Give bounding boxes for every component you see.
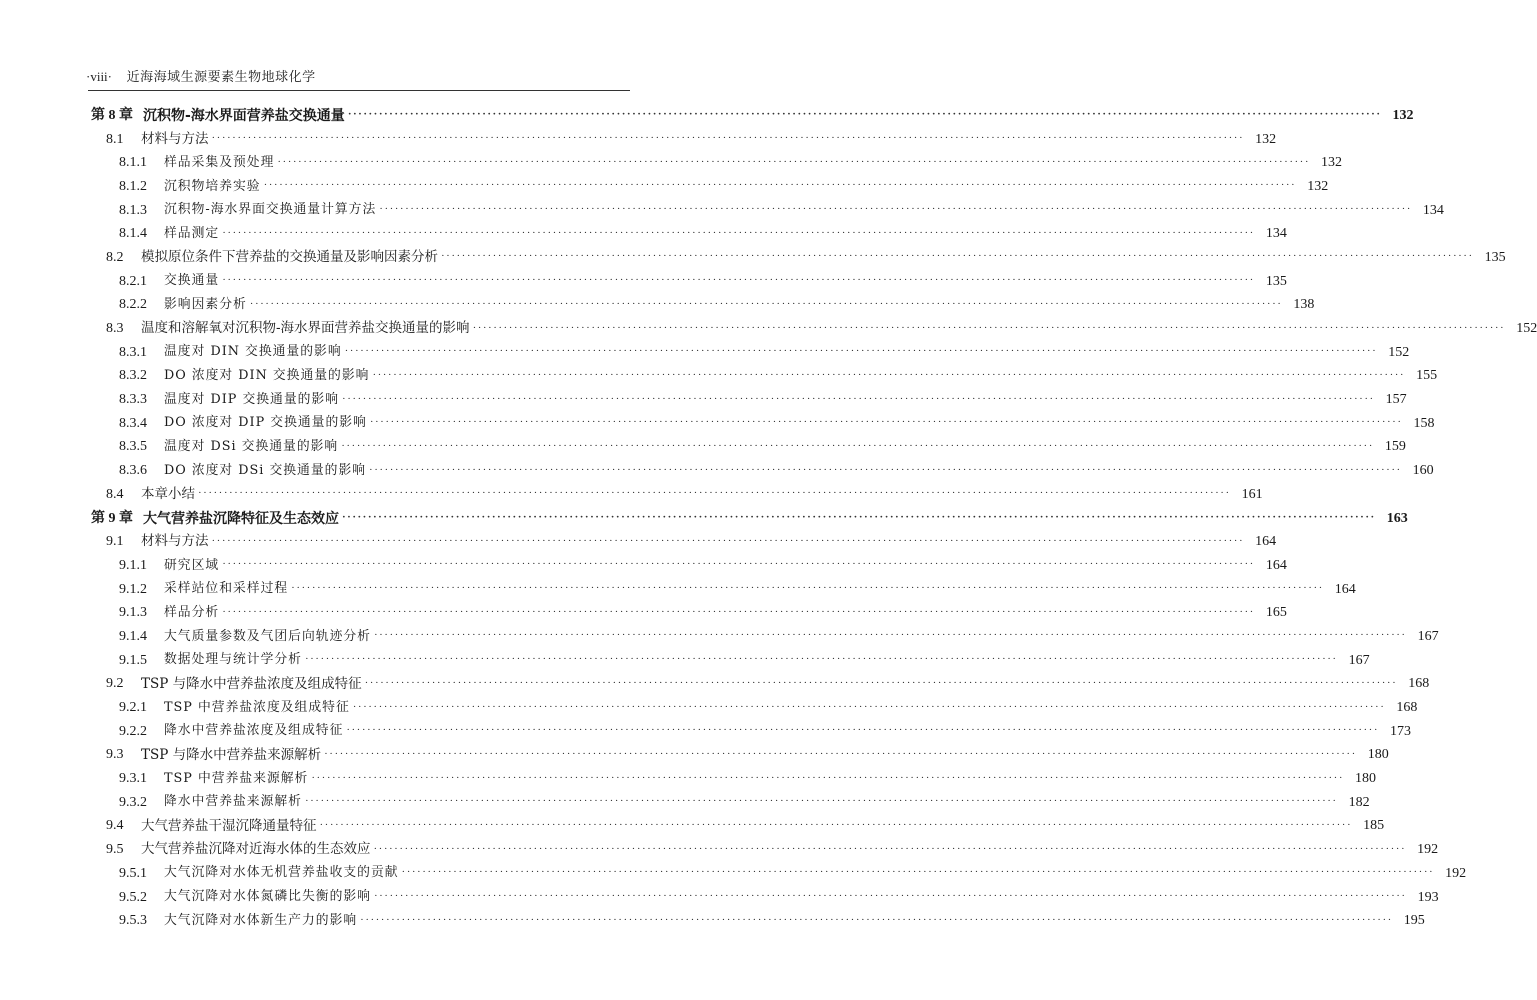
toc-entry-number: 8.3.2 [119, 368, 147, 384]
toc-entry-number: 9.3.2 [119, 794, 147, 810]
toc-entry-title: 大气营养盐干湿沉降通量特征 [141, 817, 317, 834]
dot-leader: ········································································································································································································ [347, 108, 1382, 121]
toc-subsection-entry[interactable] [0, 625, 1439, 649]
dot-leader: ········································································································································································································ [222, 558, 1255, 571]
toc-entry-title: 温度对 DIN 交换通量的影响 [164, 344, 342, 360]
toc-entry-title: 数据处理与统计学分析 [164, 652, 302, 668]
toc-entry-title: 本章小结 [141, 486, 195, 503]
toc-entry-title: 模拟原位条件下营养盐的交换通量及影响因素分析 [141, 249, 438, 266]
toc-page-number: 160 [1412, 463, 1434, 479]
toc-subsection-entry[interactable] [0, 720, 1411, 744]
book-title: 近海海域生源要素生物地球化学 [126, 70, 316, 85]
toc-subsection-entry[interactable] [0, 767, 1376, 791]
toc-entry-title: 样品采集及预处理 [164, 154, 275, 170]
running-head [86, 66, 316, 85]
dot-leader: ········································································································································································································ [304, 653, 1338, 666]
toc-entry-number: 9.2 [106, 676, 124, 692]
toc-entry-title: 温度对 DSi 交换通量的影响 [164, 439, 339, 455]
toc-entry-number: 8.3.5 [119, 439, 147, 455]
toc-section-entry[interactable] [0, 815, 1385, 839]
toc-entry-number: 9.2.2 [119, 723, 147, 739]
toc-entry-number: 9.3.1 [119, 771, 147, 787]
toc-entry-number: 8.1.2 [119, 178, 147, 194]
dot-leader: ········································································································································································································ [373, 629, 1407, 642]
dot-leader: ········································································································································································································ [304, 795, 1338, 808]
toc-entry-title: 样品分析 [164, 604, 220, 620]
toc-entry-title: DO 浓度对 DIP 交换通量的影响 [164, 415, 367, 431]
toc-page-number: 135 [1265, 273, 1287, 289]
toc-page-number: 180 [1367, 747, 1389, 763]
toc-subsection-entry[interactable] [0, 175, 1329, 199]
toc-entry-title: 温度对 DIP 交换通量的影响 [164, 391, 340, 407]
toc-subsection-entry[interactable] [0, 601, 1287, 625]
toc-chapter-entry[interactable] [0, 507, 1408, 531]
toc-page-number: 152 [1516, 321, 1537, 337]
toc-entry-title: 大气沉降对水体新生产力的影响 [164, 912, 358, 928]
toc-page-number: 173 [1389, 723, 1411, 739]
toc-entry-number: 第 9 章 [91, 510, 133, 526]
toc-entry-title: 交换通量 [164, 273, 220, 289]
dot-leader: ········································································································································································································ [364, 676, 1398, 689]
toc-entry-title: TSP 中营养盐浓度及组成特征 [164, 699, 350, 715]
toc-subsection-entry[interactable] [0, 270, 1287, 294]
toc-subsection-entry[interactable] [0, 365, 1438, 389]
toc-subsection-entry[interactable] [0, 886, 1439, 910]
toc-entry-title: 研究区域 [164, 557, 220, 573]
toc-entry-title: 沉积物-海水界面营养盐交换通量 [143, 107, 345, 124]
dot-leader: ········································································································································································································ [277, 155, 1310, 168]
toc-entry-number: 9.1 [106, 534, 124, 550]
toc-section-entry[interactable] [0, 744, 1389, 768]
toc-entry-number: 8.3.1 [119, 344, 147, 360]
toc-subsection-entry[interactable] [0, 909, 1425, 933]
toc-subsection-entry[interactable] [0, 696, 1418, 720]
toc-entry-title: 材料与方法 [141, 533, 209, 550]
toc-entry-title: 大气质量参数及气团后向轨迹分析 [164, 628, 371, 644]
toc-page-number: 168 [1396, 700, 1418, 716]
dot-leader: ········································································································································································································ [472, 321, 1506, 334]
toc-page-number: 134 [1422, 202, 1444, 218]
toc-entry-number: 8.1 [106, 131, 124, 147]
toc-section-entry[interactable] [0, 128, 1277, 152]
dot-leader: ········································································································································································································ [342, 511, 1376, 524]
toc-entry-number: 9.1.1 [119, 557, 147, 573]
toc-page-number: 132 [1255, 131, 1277, 147]
dot-leader: ········································································································································································································ [341, 439, 1374, 452]
toc-entry-number: 8.4 [106, 486, 124, 502]
header-rule [88, 90, 630, 91]
dot-leader: ········································································································································································································ [311, 771, 1344, 784]
toc-page-number: 132 [1321, 155, 1342, 171]
toc-page-number: 167 [1348, 652, 1370, 668]
dot-leader: ········································································································································································································ [211, 534, 1245, 547]
toc-page-number: 152 [1388, 344, 1410, 360]
toc-entry-number: 8.3.4 [119, 415, 147, 431]
dot-leader: ········································································································································································································ [249, 297, 1283, 310]
dot-leader: ········································································································································································································ [291, 582, 1324, 595]
dot-leader: ········································································································································································································ [324, 747, 1357, 760]
toc-entry-number: 8.3.3 [119, 392, 147, 408]
dot-leader: ········································································································································································································ [373, 842, 1407, 855]
toc-entry-number: 9.1.5 [119, 652, 147, 668]
toc-entry-number: 8.3.6 [119, 463, 147, 479]
dot-leader: ········································································································································································································ [401, 866, 1435, 879]
page-folio: ·viii· [86, 69, 112, 84]
dot-leader: ········································································································································································································ [352, 700, 1386, 713]
toc-entry-title: DO 浓度对 DIN 交换通量的影响 [164, 368, 370, 383]
dot-leader: ········································································································································································································ [222, 274, 1255, 287]
toc-entry-number: 9.5.1 [119, 865, 147, 881]
toc-subsection-entry[interactable] [0, 151, 1342, 175]
toc-subsection-entry[interactable] [0, 459, 1434, 483]
toc-subsection-entry[interactable] [0, 388, 1407, 412]
dot-leader: ········································································································································································································ [441, 250, 1474, 263]
dot-leader: ········································································································································································································ [372, 368, 1406, 381]
toc-page-number: 161 [1241, 486, 1263, 502]
dot-leader: ········································································································································································································ [342, 392, 1375, 405]
toc-page-number: 180 [1354, 771, 1376, 787]
toc-entry-title: TSP 与降水中营养盐来源解析 [141, 746, 322, 763]
toc-subsection-entry[interactable] [0, 791, 1370, 815]
toc-entry-number: 8.1.1 [119, 155, 147, 171]
toc-page-number: 134 [1265, 226, 1287, 242]
toc-entry-number: 9.5.2 [119, 889, 147, 905]
toc-page-number: 165 [1265, 605, 1287, 621]
toc-subsection-entry[interactable] [0, 412, 1435, 436]
dot-leader: ········································································································································································································ [344, 345, 1378, 358]
toc-page-number: 164 [1334, 581, 1356, 597]
toc-subsection-entry[interactable] [0, 341, 1410, 365]
toc-page-number: 168 [1408, 676, 1430, 692]
toc-page-number: 195 [1403, 913, 1425, 929]
toc-page-number: 155 [1416, 368, 1438, 384]
toc-chapter-entry[interactable] [0, 104, 1414, 128]
toc-subsection-entry[interactable] [0, 578, 1356, 602]
toc-entry-title: 影响因素分析 [164, 296, 247, 312]
toc-page-number: 192 [1417, 842, 1439, 858]
toc-subsection-entry[interactable] [0, 436, 1406, 460]
toc-entry-number: 9.1.3 [119, 605, 147, 621]
toc-subsection-entry[interactable] [0, 199, 1444, 223]
dot-leader: ········································································································································································································ [346, 724, 1379, 737]
toc-entry-number: 8.1.3 [119, 202, 147, 218]
dot-leader: ········································································································································································································ [222, 226, 1255, 239]
toc-page-number: 182 [1348, 794, 1370, 810]
toc-page-number: 167 [1417, 628, 1439, 644]
toc-subsection-entry[interactable] [0, 862, 1467, 886]
toc-section-entry[interactable] [0, 246, 1506, 270]
toc-entry-title: 样品测定 [164, 225, 220, 241]
toc-subsection-entry[interactable] [0, 649, 1370, 673]
toc-entry-title: 降水中营养盐浓度及组成特征 [164, 723, 344, 739]
toc-entry-title: 温度和溶解氧对沉积物-海水界面营养盐交换通量的影响 [141, 320, 470, 337]
toc-page-number: 158 [1413, 415, 1435, 431]
toc-entry-number: 8.3 [106, 321, 124, 337]
toc-entry-number: 9.4 [106, 818, 124, 834]
toc-page-number: 135 [1484, 249, 1506, 265]
toc-page-number: 193 [1417, 889, 1439, 905]
toc-entry-number: 9.1.2 [119, 581, 147, 597]
toc-entry-number: 9.1.4 [119, 628, 147, 644]
toc-entry-number: 第 8 章 [91, 107, 133, 123]
toc-entry-number: 9.5 [106, 842, 124, 858]
toc-entry-number: 9.5.3 [119, 913, 147, 929]
toc-subsection-entry[interactable] [0, 294, 1315, 318]
toc-page-number: 132 [1392, 107, 1414, 123]
toc-entry-title: TSP 中营养盐来源解析 [164, 770, 309, 786]
dot-leader: ········································································································································································································ [263, 179, 1297, 192]
toc-entry-title: 沉积物-海水界面交换通量计算方法 [164, 202, 377, 218]
dot-leader: ········································································································································································································ [369, 416, 1403, 429]
toc-page-number: 132 [1307, 178, 1329, 194]
toc-entry-title: DO 浓度对 DSi 交换通量的影响 [164, 462, 367, 478]
toc-entry-title: 降水中营养盐来源解析 [164, 794, 302, 810]
dot-leader: ········································································································································································································ [319, 818, 1353, 831]
toc-entry-title: 大气沉降对水体氮磷比失衡的影响 [164, 889, 371, 905]
toc-section-entry[interactable] [0, 483, 1263, 507]
toc-page-number: 164 [1265, 557, 1287, 573]
toc-page-number: 163 [1386, 510, 1408, 526]
toc-subsection-entry[interactable] [0, 554, 1287, 578]
toc-entry-title: 沉积物培养实验 [164, 178, 261, 194]
toc-entry-number: 9.2.1 [119, 700, 147, 716]
toc-entry-title: 大气营养盐沉降对近海水体的生态效应 [141, 841, 371, 858]
toc-subsection-entry[interactable] [0, 222, 1287, 246]
toc-page-number: 138 [1293, 297, 1315, 313]
table-of-contents [0, 104, 1537, 933]
toc-entry-number: 9.3 [106, 747, 124, 763]
dot-leader: ········································································································································································································ [369, 463, 1402, 476]
toc-entry-number: 8.1.4 [119, 226, 147, 242]
toc-entry-title: TSP 与降水中营养盐浓度及组成特征 [141, 675, 362, 692]
toc-entry-title: 大气沉降对水体无机营养盐收支的贡献 [164, 865, 399, 881]
dot-leader: ········································································································································································································ [360, 913, 1393, 926]
dot-leader: ········································································································································································································ [222, 605, 1255, 618]
toc-entry-number: 8.2.2 [119, 297, 147, 313]
toc-entry-title: 采样站位和采样过程 [164, 581, 289, 597]
toc-section-entry[interactable] [0, 673, 1430, 697]
toc-entry-number: 8.2 [106, 249, 124, 265]
toc-page-number: 157 [1385, 392, 1407, 408]
toc-page-number: 159 [1384, 439, 1406, 455]
toc-entry-title: 材料与方法 [141, 130, 209, 147]
dot-leader: ········································································································································································································ [373, 890, 1407, 903]
dot-leader: ········································································································································································································ [211, 132, 1245, 145]
toc-page-number: 185 [1363, 818, 1385, 834]
dot-leader: ········································································································································································································ [379, 203, 1412, 216]
toc-page-number: 192 [1445, 865, 1467, 881]
toc-entry-number: 8.2.1 [119, 273, 147, 289]
toc-section-entry[interactable] [0, 530, 1277, 554]
toc-entry-title: 大气营养盐沉降特征及生态效应 [143, 510, 339, 527]
dot-leader: ········································································································································································································ [198, 487, 1231, 500]
toc-section-entry[interactable] [0, 317, 1537, 341]
toc-section-entry[interactable] [0, 838, 1439, 862]
toc-page-number: 164 [1255, 534, 1277, 550]
